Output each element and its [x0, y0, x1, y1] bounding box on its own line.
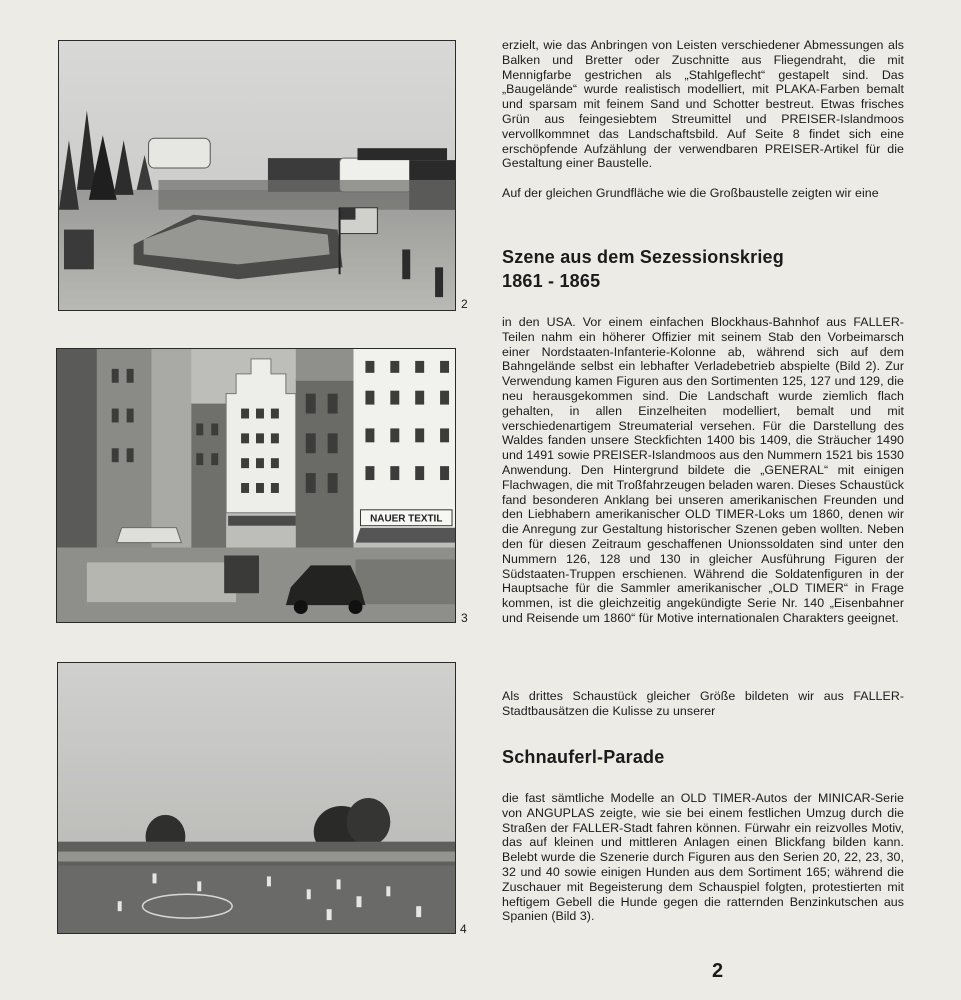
photo-field-scene — [57, 662, 456, 934]
town-street-scene-image — [57, 349, 455, 622]
field-scene-image — [58, 663, 455, 933]
shop-sign-text: NAUER TEXTIL — [370, 513, 443, 525]
figure-number: 3 — [461, 611, 468, 625]
article-paragraph: in den USA. Vor einem einfachen Blockhaus-Bahnhof aus FALLER-Teilen nahm ein höherer Offizier mit seinem Stab den Vorbeimarsch einer Nordstaaten-Infanterie-Kolonne ab, während sich auf dem Bahngelände selbst ein lebhafter Verladebetrieb abspielte (Bild 2). Zur Verwendung kamen Figuren aus den Sortimenten 125, 127 und 129, die neu herausgekommen sind. Die Landschaft wurde ziemlich flach gehalten, in allen Einzelheiten modelliert, bemalt und mit verschiedenartigem Streumaterial versehen. Für die Darstellung des Waldes fanden unsere Steckfichten 1400 bis 1409, die Sträucher 1490 und 1491 sowie PREISER-Islandmoos aus den Nummern 1521 bis 1530 Anwendung. Den Hintergrund bildete die „GENERAL“ mit einigen Flachwagen, die mit Troßfahrzeugen beladen waren. Dieses Schaustück fand besonderen Anklang bei unseren amerikanischen Freunden und den Liebhabern amerikanischer OLD TIMER-Loks um 1860, denen wir die Anregung zur Gestaltung historischer Szenen geben wollten. Neben den für diesen Zeitraum geschaffenen Unionssoldaten sind unter den Nummern 126, 128 und 130 in gleicher Ausführung Figuren der Südstaaten-Truppen erschienen. Während die Soldatenfiguren in der Hauptsache für die Sammler amerikanischer „OLD TIMER“ in Frage kommen, ist die gleichzeitig angekündigte Serie Nr. 140 „Eisenbahner und Reisende um 1860“ für Motive internationalen Charakters geeignet. — [502, 315, 904, 625]
article-paragraph: Als drittes Schaustück gleicher Größe bildeten wir aus FALLER-Stadtbausätzen die Kulisse zu unserer — [502, 689, 904, 718]
page-number: 2 — [712, 960, 724, 982]
article-paragraph: erzielt, wie das Anbringen von Leisten verschiedener Abmessungen als Balken und Bretter oder Zuschnitte aus Fliegendraht, die mit Mennigfarbe gestrichen als „Stahlgeflecht“ gestapelt sind. Das „Baugelände“ wurde realistisch modelliert, mit PLAKA-Farben bemalt und sparsam mit feinem Sand und Schotter bestreut. Etwas frisches Grün aus feingesiebtem Streumittel und PREISER-Islandmoos vervollkommnet das Landschaftsbild. Auf Seite 8 findet sich eine erschöpfende Aufzählung der verwendbaren PREISER-Artikel für die Gestaltung einer Baustelle. — [502, 38, 904, 171]
article-paragraph: Auf der gleichen Grundfläche wie die Großbaustelle zeigten wir eine — [502, 186, 879, 200]
section-heading-schnauferl: Schnauferl-Parade — [502, 747, 665, 767]
figure-number: 4 — [460, 922, 467, 936]
section-heading-text: Szene aus dem Sezessionskrieg 1861 - 1865 — [502, 247, 784, 291]
article-paragraph: die fast sämtliche Modelle an OLD TIMER-Autos der MINICAR-Serie von ANGUPLAS zeigte, wie sie bei einem festlichen Umzug durch die Straßen der FALLER-Stadt fahren können. Fürwahr ein reizvolles Motiv, das auf kleinen und mittleren Anlagen einen Blickfang bilden kann. Belebt wurde die Szenerie durch Figuren aus den Serien 20, 22, 23, 30, 32 und 40 sowie einigen Hunden aus dem Sortiment 165; während die Zuschauer mit Begeisterung dem Schauspiel folgten, protestierten mit heftigem Gebell die Hunde gegen die ratternden Benzinkutschen aus Spanien (Bild 3). — [502, 791, 904, 924]
figure-number: 2 — [461, 297, 468, 311]
civil-war-scene-image — [59, 41, 455, 310]
photo-civil-war-scene — [58, 40, 456, 311]
photo-town-street-scene — [56, 348, 456, 623]
section-heading-civil-war — [502, 245, 792, 293]
